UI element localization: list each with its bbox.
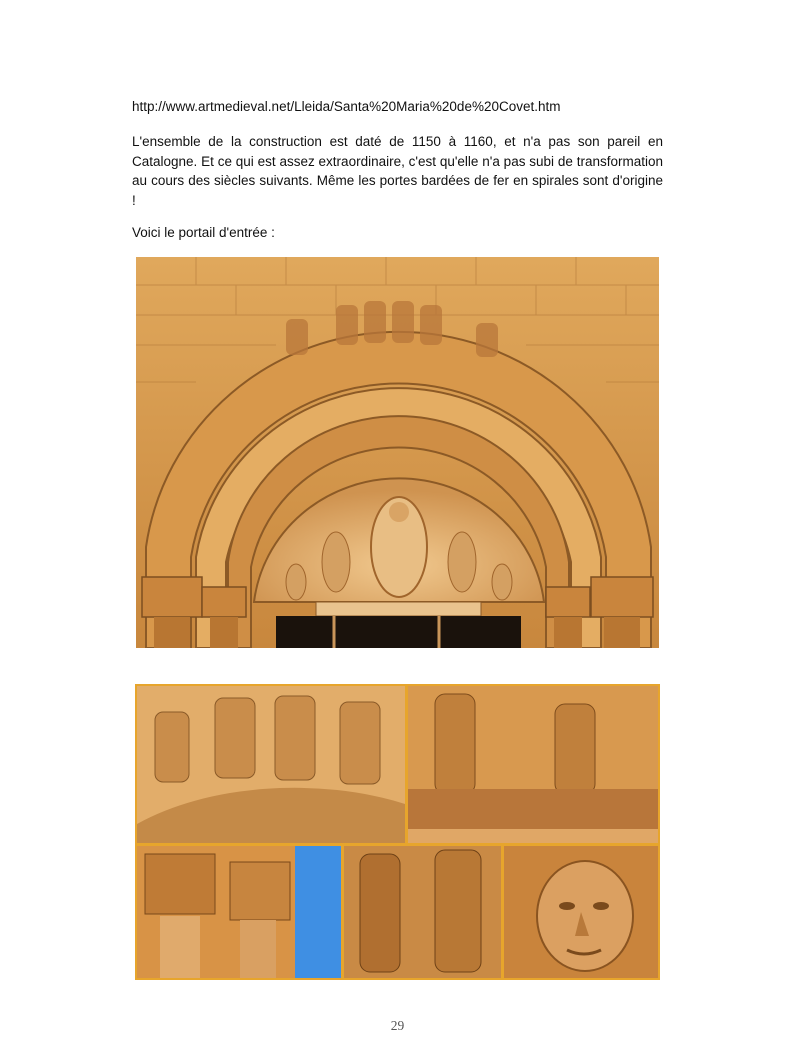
page-number: 29: [390, 1018, 405, 1033]
collage-carved-head: [504, 846, 658, 978]
collage-column-figures: [408, 686, 658, 843]
details-collage: [135, 684, 660, 980]
portal-illustration: [136, 257, 659, 648]
collage-jamb-statues: [344, 846, 501, 978]
collage-arch-figures: [137, 686, 405, 843]
collage-capitals: [137, 846, 341, 978]
source-url[interactable]: http://www.artmedieval.net/Lleida/Santa%20Maria%20de%20Covet.htm: [132, 99, 561, 114]
collage-illustration: [135, 684, 660, 980]
portal-photo: [136, 257, 659, 648]
paragraph-intro: Voici le portail d'entrée :: [132, 225, 275, 240]
paragraph-description: L'ensemble de la construction est daté de 1150 à 1160, et n'a pas son pareil en Catalogne. Et ce qui est assez extraordinaire, c'est qu'elle n'a pas subi de transformation au cours des siècles suivants. Même les portes bardées de fer en spirales sont d'origine !: [132, 134, 663, 208]
